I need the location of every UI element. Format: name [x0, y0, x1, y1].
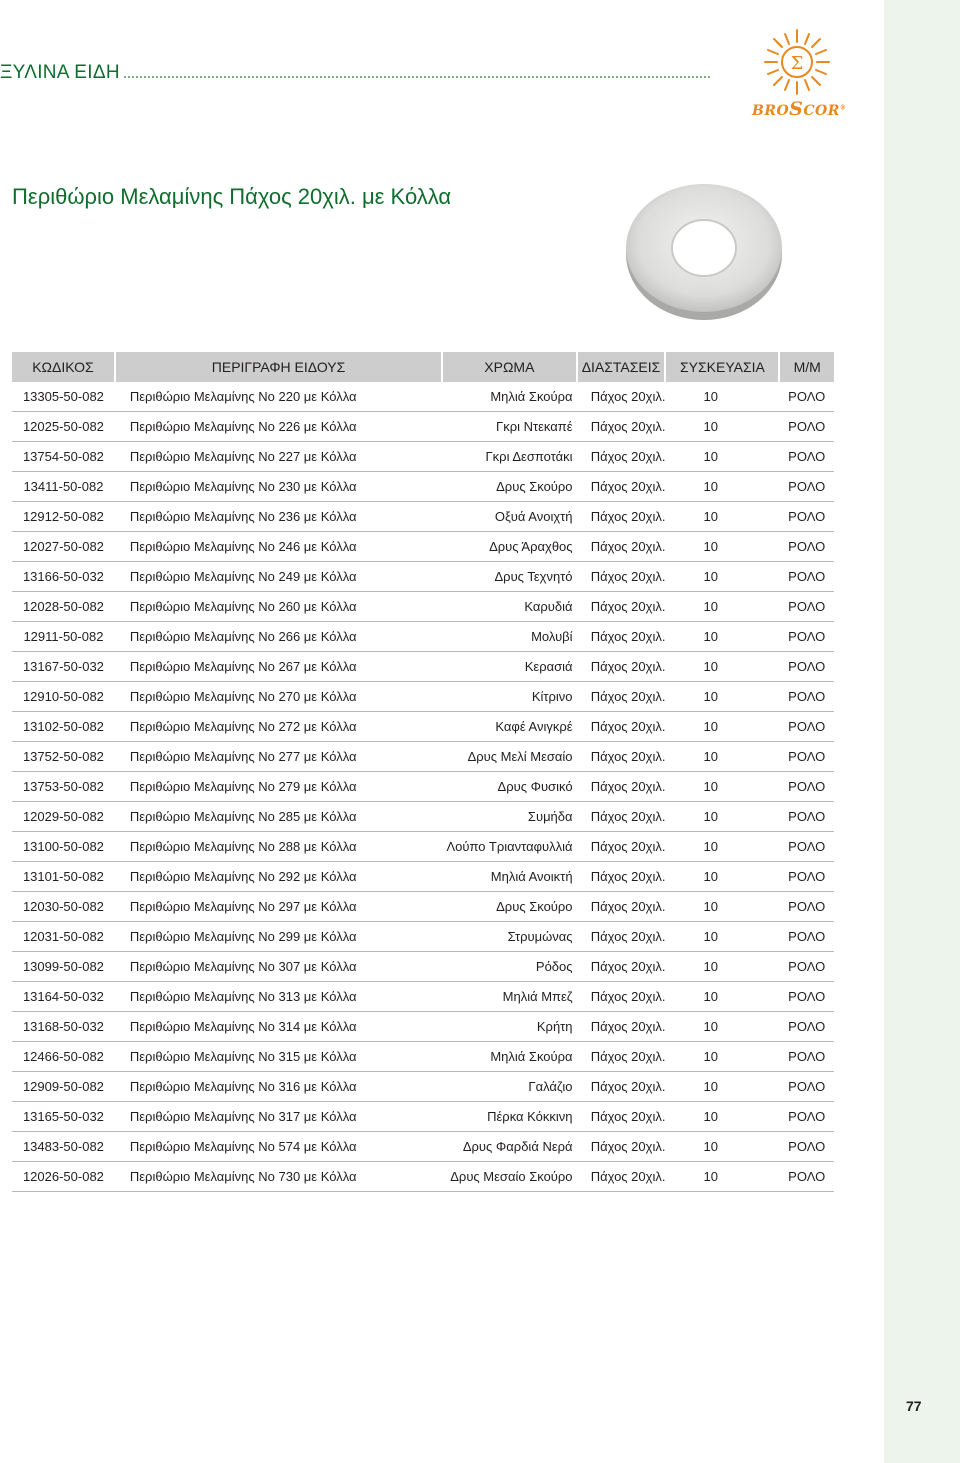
cell-color: Δρυς Σκούρο	[442, 472, 576, 502]
cell-code: 13753-50-082	[12, 772, 115, 802]
table-row	[12, 682, 834, 712]
cell-description: Περιθώριο Μελαμίνης Νο 285 με Κόλλα	[115, 802, 442, 832]
cell-unit: ΡΟΛΟ	[779, 442, 834, 472]
cell-unit: ΡΟΛΟ	[779, 622, 834, 652]
table-row	[12, 412, 834, 442]
cell-package: 10	[665, 952, 779, 982]
cell-unit: ΡΟΛΟ	[779, 562, 834, 592]
column-header-description: ΠΕΡΙΓΡΑΦΗ ΕΙΔΟΥΣ	[115, 352, 442, 382]
cell-package: 10	[665, 382, 779, 412]
table-row	[12, 442, 834, 472]
cell-description: Περιθώριο Μελαμίνης Νο 314 με Κόλλα	[115, 1012, 442, 1042]
cell-package: 10	[665, 532, 779, 562]
cell-description: Περιθώριο Μελαμίνης Νο 277 με Κόλλα	[115, 742, 442, 772]
cell-code: 12910-50-082	[12, 682, 115, 712]
cell-color: Στρυμώνας	[442, 922, 576, 952]
cell-unit: ΡΟΛΟ	[779, 1072, 834, 1102]
table-row	[12, 562, 834, 592]
cell-unit: ΡΟΛΟ	[779, 502, 834, 532]
cell-color: Δρυς Μεσαίο Σκούρο	[442, 1162, 576, 1192]
column-header-unit: Μ/Μ	[779, 352, 834, 382]
cell-code: 13164-50-032	[12, 982, 115, 1012]
cell-unit: ΡΟΛΟ	[779, 1042, 834, 1072]
table-row	[12, 1162, 834, 1192]
cell-code: 12912-50-082	[12, 502, 115, 532]
cell-color: Λούπο Τριανταφυλλιά	[442, 832, 576, 862]
cell-package: 10	[665, 712, 779, 742]
cell-color: Γαλάζιο	[442, 1072, 576, 1102]
cell-code: 13165-50-032	[12, 1102, 115, 1132]
cell-color: Κρήτη	[442, 1012, 576, 1042]
products-table	[12, 352, 834, 1192]
cell-code: 12911-50-082	[12, 622, 115, 652]
cell-description: Περιθώριο Μελαμίνης Νο 297 με Κόλλα	[115, 892, 442, 922]
cell-color: Μηλιά Μπεζ	[442, 982, 576, 1012]
table-body	[12, 382, 834, 1192]
table-row	[12, 862, 834, 892]
cell-description: Περιθώριο Μελαμίνης Νο 220 με Κόλλα	[115, 382, 442, 412]
cell-color: Ρόδος	[442, 952, 576, 982]
cell-color: Δρυς Φυσικό	[442, 772, 576, 802]
cell-package: 10	[665, 412, 779, 442]
cell-dimensions: Πάχος 20χιλ.	[577, 922, 666, 952]
table-row	[12, 772, 834, 802]
cell-dimensions: Πάχος 20χιλ.	[577, 652, 666, 682]
cell-package: 10	[665, 682, 779, 712]
table-row	[12, 532, 834, 562]
cell-dimensions: Πάχος 20χιλ.	[577, 382, 666, 412]
cell-dimensions: Πάχος 20χιλ.	[577, 442, 666, 472]
table-row	[12, 802, 834, 832]
cell-description: Περιθώριο Μελαμίνης Νο 270 με Κόλλα	[115, 682, 442, 712]
cell-dimensions: Πάχος 20χιλ.	[577, 802, 666, 832]
cell-color: Δρυς Άραχθος	[442, 532, 576, 562]
cell-unit: ΡΟΛΟ	[779, 832, 834, 862]
cell-code: 13166-50-032	[12, 562, 115, 592]
cell-color: Καρυδιά	[442, 592, 576, 622]
cell-unit: ΡΟΛΟ	[779, 892, 834, 922]
melamine-edge-roll-image	[620, 176, 790, 326]
table-row	[12, 382, 834, 412]
cell-dimensions: Πάχος 20χιλ.	[577, 1162, 666, 1192]
dotted-rule	[124, 76, 710, 78]
cell-description: Περιθώριο Μελαμίνης Νο 288 με Κόλλα	[115, 832, 442, 862]
cell-package: 10	[665, 1102, 779, 1132]
table-row	[12, 892, 834, 922]
cell-color: Συμήδα	[442, 802, 576, 832]
cell-unit: ΡΟΛΟ	[779, 592, 834, 622]
cell-unit: ΡΟΛΟ	[779, 802, 834, 832]
table-row	[12, 952, 834, 982]
cell-unit: ΡΟΛΟ	[779, 712, 834, 742]
cell-color: Δρυς Τεχνητό	[442, 562, 576, 592]
logo-registered: ®	[839, 104, 847, 112]
column-header-package: ΣΥΣΚΕΥΑΣΙΑ	[665, 352, 779, 382]
cell-description: Περιθώριο Μελαμίνης Νο 316 με Κόλλα	[115, 1072, 442, 1102]
cell-code: 13102-50-082	[12, 712, 115, 742]
cell-unit: ΡΟΛΟ	[779, 382, 834, 412]
sun-icon	[752, 26, 842, 98]
cell-code: 12028-50-082	[12, 592, 115, 622]
cell-dimensions: Πάχος 20χιλ.	[577, 1012, 666, 1042]
cell-color: Μολυβί	[442, 622, 576, 652]
cell-code: 12031-50-082	[12, 922, 115, 952]
table-row	[12, 982, 834, 1012]
cell-dimensions: Πάχος 20χιλ.	[577, 472, 666, 502]
cell-color: Πέρκα Κόκκινη	[442, 1102, 576, 1132]
cell-code: 13101-50-082	[12, 862, 115, 892]
logo-wordmark	[752, 98, 847, 120]
section-title: ΞΥΛΙΝΑ ΕΙΔΗ	[0, 62, 120, 83]
table-row	[12, 652, 834, 682]
cell-dimensions: Πάχος 20χιλ.	[577, 952, 666, 982]
cell-dimensions: Πάχος 20χιλ.	[577, 682, 666, 712]
cell-dimensions: Πάχος 20χιλ.	[577, 1042, 666, 1072]
cell-description: Περιθώριο Μελαμίνης Νο 292 με Κόλλα	[115, 862, 442, 892]
table-row	[12, 742, 834, 772]
cell-description: Περιθώριο Μελαμίνης Νο 313 με Κόλλα	[115, 982, 442, 1012]
cell-dimensions: Πάχος 20χιλ.	[577, 1102, 666, 1132]
cell-code: 13483-50-082	[12, 1132, 115, 1162]
logo-sigma: Σ	[790, 53, 804, 74]
cell-code: 13754-50-082	[12, 442, 115, 472]
cell-color: Μηλιά Σκούρα	[442, 1042, 576, 1072]
table-row	[12, 502, 834, 532]
column-header-dimensions: ΔΙΑΣΤΑΣΕΙΣ	[577, 352, 666, 382]
column-header-color: ΧΡΩΜΑ	[442, 352, 576, 382]
cell-color: Καφέ Ανιγκρέ	[442, 712, 576, 742]
cell-unit: ΡΟΛΟ	[779, 952, 834, 982]
cell-package: 10	[665, 802, 779, 832]
cell-unit: ΡΟΛΟ	[779, 1132, 834, 1162]
cell-description: Περιθώριο Μελαμίνης Νο 317 με Κόλλα	[115, 1102, 442, 1132]
cell-dimensions: Πάχος 20χιλ.	[577, 1072, 666, 1102]
table-row	[12, 1132, 834, 1162]
cell-unit: ΡΟΛΟ	[779, 982, 834, 1012]
logo-prefix: BRO	[752, 103, 790, 119]
logo-s: S	[789, 98, 804, 120]
cell-unit: ΡΟΛΟ	[779, 652, 834, 682]
cell-unit: ΡΟΛΟ	[779, 742, 834, 772]
cell-unit: ΡΟΛΟ	[779, 1102, 834, 1132]
table-row	[12, 472, 834, 502]
cell-dimensions: Πάχος 20χιλ.	[577, 532, 666, 562]
cell-code: 12025-50-082	[12, 412, 115, 442]
cell-package: 10	[665, 472, 779, 502]
cell-code: 12466-50-082	[12, 1042, 115, 1072]
cell-package: 10	[665, 1132, 779, 1162]
cell-package: 10	[665, 1012, 779, 1042]
column-header-code: ΚΩΔΙΚΟΣ	[12, 352, 115, 382]
cell-package: 10	[665, 742, 779, 772]
cell-description: Περιθώριο Μελαμίνης Νο 730 με Κόλλα	[115, 1162, 442, 1192]
cell-color: Μηλιά Ανοικτή	[442, 862, 576, 892]
cell-unit: ΡΟΛΟ	[779, 532, 834, 562]
table-row	[12, 832, 834, 862]
table-row	[12, 712, 834, 742]
cell-code: 12909-50-082	[12, 1072, 115, 1102]
cell-unit: ΡΟΛΟ	[779, 1162, 834, 1192]
cell-description: Περιθώριο Μελαμίνης Νο 272 με Κόλλα	[115, 712, 442, 742]
cell-package: 10	[665, 922, 779, 952]
table-header-row	[12, 352, 834, 382]
cell-code: 12030-50-082	[12, 892, 115, 922]
side-color-bar	[884, 0, 960, 1463]
cell-code: 13305-50-082	[12, 382, 115, 412]
table-row	[12, 592, 834, 622]
cell-description: Περιθώριο Μελαμίνης Νο 246 με Κόλλα	[115, 532, 442, 562]
cell-description: Περιθώριο Μελαμίνης Νο 230 με Κόλλα	[115, 472, 442, 502]
table-row	[12, 622, 834, 652]
cell-color: Κίτρινο	[442, 682, 576, 712]
cell-description: Περιθώριο Μελαμίνης Νο 236 με Κόλλα	[115, 502, 442, 532]
cell-unit: ΡΟΛΟ	[779, 472, 834, 502]
table-row	[12, 1042, 834, 1072]
cell-dimensions: Πάχος 20χιλ.	[577, 862, 666, 892]
cell-package: 10	[665, 502, 779, 532]
cell-code: 13100-50-082	[12, 832, 115, 862]
cell-description: Περιθώριο Μελαμίνης Νο 574 με Κόλλα	[115, 1132, 442, 1162]
cell-package: 10	[665, 592, 779, 622]
table-row	[12, 1012, 834, 1042]
cell-unit: ΡΟΛΟ	[779, 862, 834, 892]
cell-unit: ΡΟΛΟ	[779, 772, 834, 802]
cell-package: 10	[665, 862, 779, 892]
cell-code: 12029-50-082	[12, 802, 115, 832]
broscor-logo	[752, 26, 847, 126]
cell-package: 10	[665, 442, 779, 472]
cell-package: 10	[665, 652, 779, 682]
cell-dimensions: Πάχος 20χιλ.	[577, 622, 666, 652]
cell-color: Δρυς Φαρδιά Νερά	[442, 1132, 576, 1162]
cell-code: 13752-50-082	[12, 742, 115, 772]
cell-dimensions: Πάχος 20χιλ.	[577, 412, 666, 442]
table-row	[12, 922, 834, 952]
cell-unit: ΡΟΛΟ	[779, 1012, 834, 1042]
cell-description: Περιθώριο Μελαμίνης Νο 227 με Κόλλα	[115, 442, 442, 472]
cell-package: 10	[665, 1072, 779, 1102]
cell-color: Οξυά Ανοιχτή	[442, 502, 576, 532]
cell-dimensions: Πάχος 20χιλ.	[577, 562, 666, 592]
cell-description: Περιθώριο Μελαμίνης Νο 249 με Κόλλα	[115, 562, 442, 592]
cell-description: Περιθώριο Μελαμίνης Νο 260 με Κόλλα	[115, 592, 442, 622]
cell-description: Περιθώριο Μελαμίνης Νο 279 με Κόλλα	[115, 772, 442, 802]
cell-dimensions: Πάχος 20χιλ.	[577, 892, 666, 922]
cell-color: Γκρι Ντεκαπέ	[442, 412, 576, 442]
cell-dimensions: Πάχος 20χιλ.	[577, 742, 666, 772]
cell-color: Δρυς Μελί Μεσαίο	[442, 742, 576, 772]
cell-unit: ΡΟΛΟ	[779, 922, 834, 952]
cell-unit: ΡΟΛΟ	[779, 412, 834, 442]
cell-dimensions: Πάχος 20χιλ.	[577, 832, 666, 862]
cell-package: 10	[665, 832, 779, 862]
cell-code: 13167-50-032	[12, 652, 115, 682]
cell-description: Περιθώριο Μελαμίνης Νο 267 με Κόλλα	[115, 652, 442, 682]
product-title: Περιθώριο Μελαμίνης Πάχος 20χιλ. με Κόλλα	[12, 184, 452, 209]
cell-dimensions: Πάχος 20χιλ.	[577, 1132, 666, 1162]
cell-package: 10	[665, 1042, 779, 1072]
cell-code: 13411-50-082	[12, 472, 115, 502]
page-number: 77	[906, 1398, 922, 1414]
cell-package: 10	[665, 1162, 779, 1192]
cell-description: Περιθώριο Μελαμίνης Νο 299 με Κόλλα	[115, 922, 442, 952]
cell-color: Μηλιά Σκούρα	[442, 382, 576, 412]
cell-package: 10	[665, 772, 779, 802]
cell-dimensions: Πάχος 20χιλ.	[577, 772, 666, 802]
cell-code: 13099-50-082	[12, 952, 115, 982]
table-row	[12, 1072, 834, 1102]
cell-dimensions: Πάχος 20χιλ.	[577, 982, 666, 1012]
logo-suffix: COR	[803, 103, 840, 119]
cell-color: Δρυς Σκούρο	[442, 892, 576, 922]
cell-package: 10	[665, 892, 779, 922]
cell-code: 12027-50-082	[12, 532, 115, 562]
cell-description: Περιθώριο Μελαμίνης Νο 266 με Κόλλα	[115, 622, 442, 652]
cell-color: Κερασιά	[442, 652, 576, 682]
cell-description: Περιθώριο Μελαμίνης Νο 307 με Κόλλα	[115, 952, 442, 982]
cell-code: 12026-50-082	[12, 1162, 115, 1192]
cell-dimensions: Πάχος 20χιλ.	[577, 502, 666, 532]
cell-unit: ΡΟΛΟ	[779, 682, 834, 712]
cell-package: 10	[665, 622, 779, 652]
cell-dimensions: Πάχος 20χιλ.	[577, 712, 666, 742]
cell-description: Περιθώριο Μελαμίνης Νο 315 με Κόλλα	[115, 1042, 442, 1072]
cell-color: Γκρι Δεσποτάκι	[442, 442, 576, 472]
cell-description: Περιθώριο Μελαμίνης Νο 226 με Κόλλα	[115, 412, 442, 442]
table-row	[12, 1102, 834, 1132]
cell-code: 13168-50-032	[12, 1012, 115, 1042]
cell-package: 10	[665, 982, 779, 1012]
cell-package: 10	[665, 562, 779, 592]
cell-dimensions: Πάχος 20χιλ.	[577, 592, 666, 622]
